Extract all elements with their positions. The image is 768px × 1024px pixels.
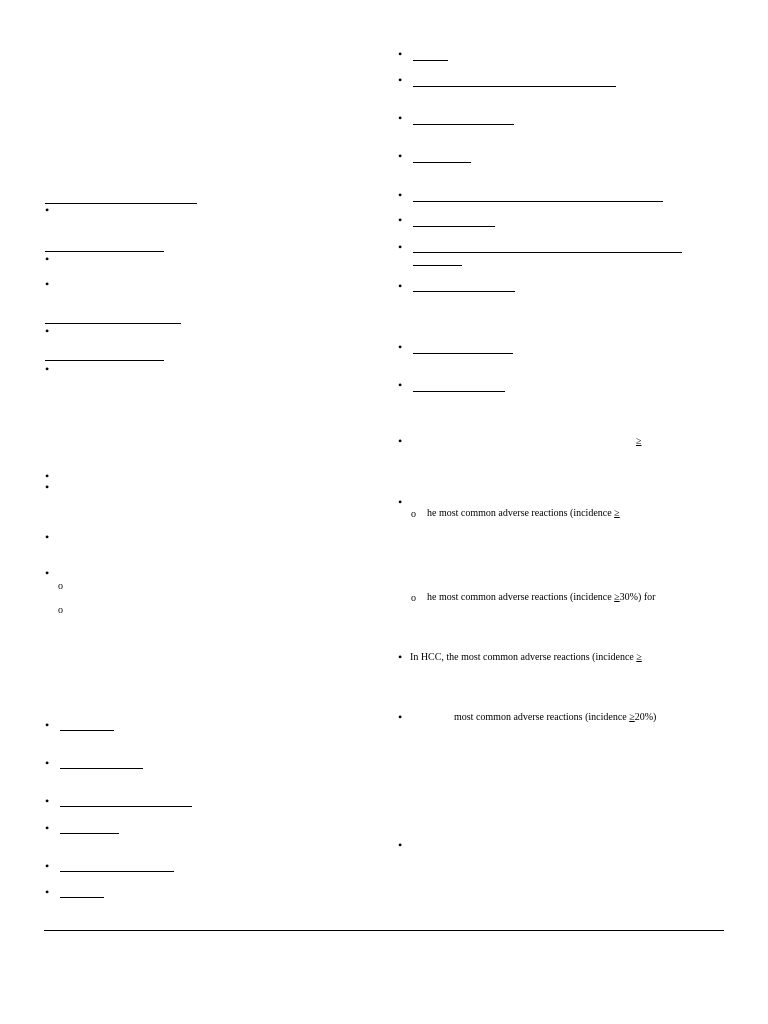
footer-divider xyxy=(44,930,724,931)
bullet: • xyxy=(45,530,50,544)
bullet: • xyxy=(45,362,50,376)
right-link-5[interactable] xyxy=(413,201,663,202)
adverse-reactions-text-2: he most common adverse reactions (incidence ≥30%) for xyxy=(427,592,656,603)
bullet: • xyxy=(398,73,403,87)
left-link-2[interactable] xyxy=(60,768,143,769)
hcc-adverse-reactions-text: In HCC, the most common adverse reactions (incidence ≥ xyxy=(410,652,642,663)
bullet: • xyxy=(45,756,50,770)
left-heading-4[interactable] xyxy=(45,360,164,361)
adverse-reactions-text-1: he most common adverse reactions (incidence ≥ xyxy=(427,508,620,519)
left-heading-2[interactable] xyxy=(45,251,164,252)
bullet: • xyxy=(45,324,50,338)
bullet: • xyxy=(45,794,50,808)
left-link-4[interactable] xyxy=(60,833,119,834)
bullet: • xyxy=(45,469,50,483)
sub-bullet: o xyxy=(411,509,416,520)
bullet: • xyxy=(398,149,403,163)
bullet: • xyxy=(45,277,50,291)
bullet: • xyxy=(398,378,403,392)
right-link-4[interactable] xyxy=(413,162,471,163)
bullet: • xyxy=(45,480,50,494)
bullet: • xyxy=(45,859,50,873)
right-link-10[interactable] xyxy=(413,391,505,392)
left-link-1[interactable] xyxy=(60,730,114,731)
bullet: • xyxy=(398,111,403,125)
bullet: • xyxy=(45,252,50,266)
bullet: • xyxy=(45,203,50,217)
bullet: • xyxy=(398,213,403,227)
bullet: • xyxy=(45,718,50,732)
left-link-5[interactable] xyxy=(60,871,174,872)
sub-bullet: o xyxy=(58,605,63,616)
bullet: • xyxy=(45,821,50,835)
bullet: • xyxy=(398,495,403,509)
bullet: • xyxy=(398,434,403,448)
left-heading-1[interactable] xyxy=(45,203,197,204)
bullet: • xyxy=(398,710,403,724)
adverse-reactions-text-3: most common adverse reactions (incidence ≥20%) xyxy=(454,712,657,723)
sub-bullet: o xyxy=(58,581,63,592)
sub-bullet: o xyxy=(411,593,416,604)
right-link-1[interactable] xyxy=(413,60,448,61)
right-link-8[interactable] xyxy=(413,291,515,292)
right-link-7b[interactable] xyxy=(413,265,462,266)
bullet: • xyxy=(398,47,403,61)
bullet: • xyxy=(398,650,403,664)
bullet: • xyxy=(398,838,403,852)
bullet: • xyxy=(398,188,403,202)
bullet: • xyxy=(398,279,403,293)
bullet: • xyxy=(45,566,50,580)
right-link-7a[interactable] xyxy=(413,252,682,253)
left-heading-3[interactable] xyxy=(45,323,181,324)
ge-symbol: ≥ xyxy=(636,436,642,447)
left-link-6[interactable] xyxy=(60,897,104,898)
bullet: • xyxy=(45,885,50,899)
right-link-2[interactable] xyxy=(413,86,616,87)
bullet: • xyxy=(398,240,403,254)
left-link-3[interactable] xyxy=(60,806,192,807)
right-link-3[interactable] xyxy=(413,124,514,125)
right-link-6[interactable] xyxy=(413,226,495,227)
bullet: • xyxy=(398,340,403,354)
right-link-9[interactable] xyxy=(413,353,513,354)
